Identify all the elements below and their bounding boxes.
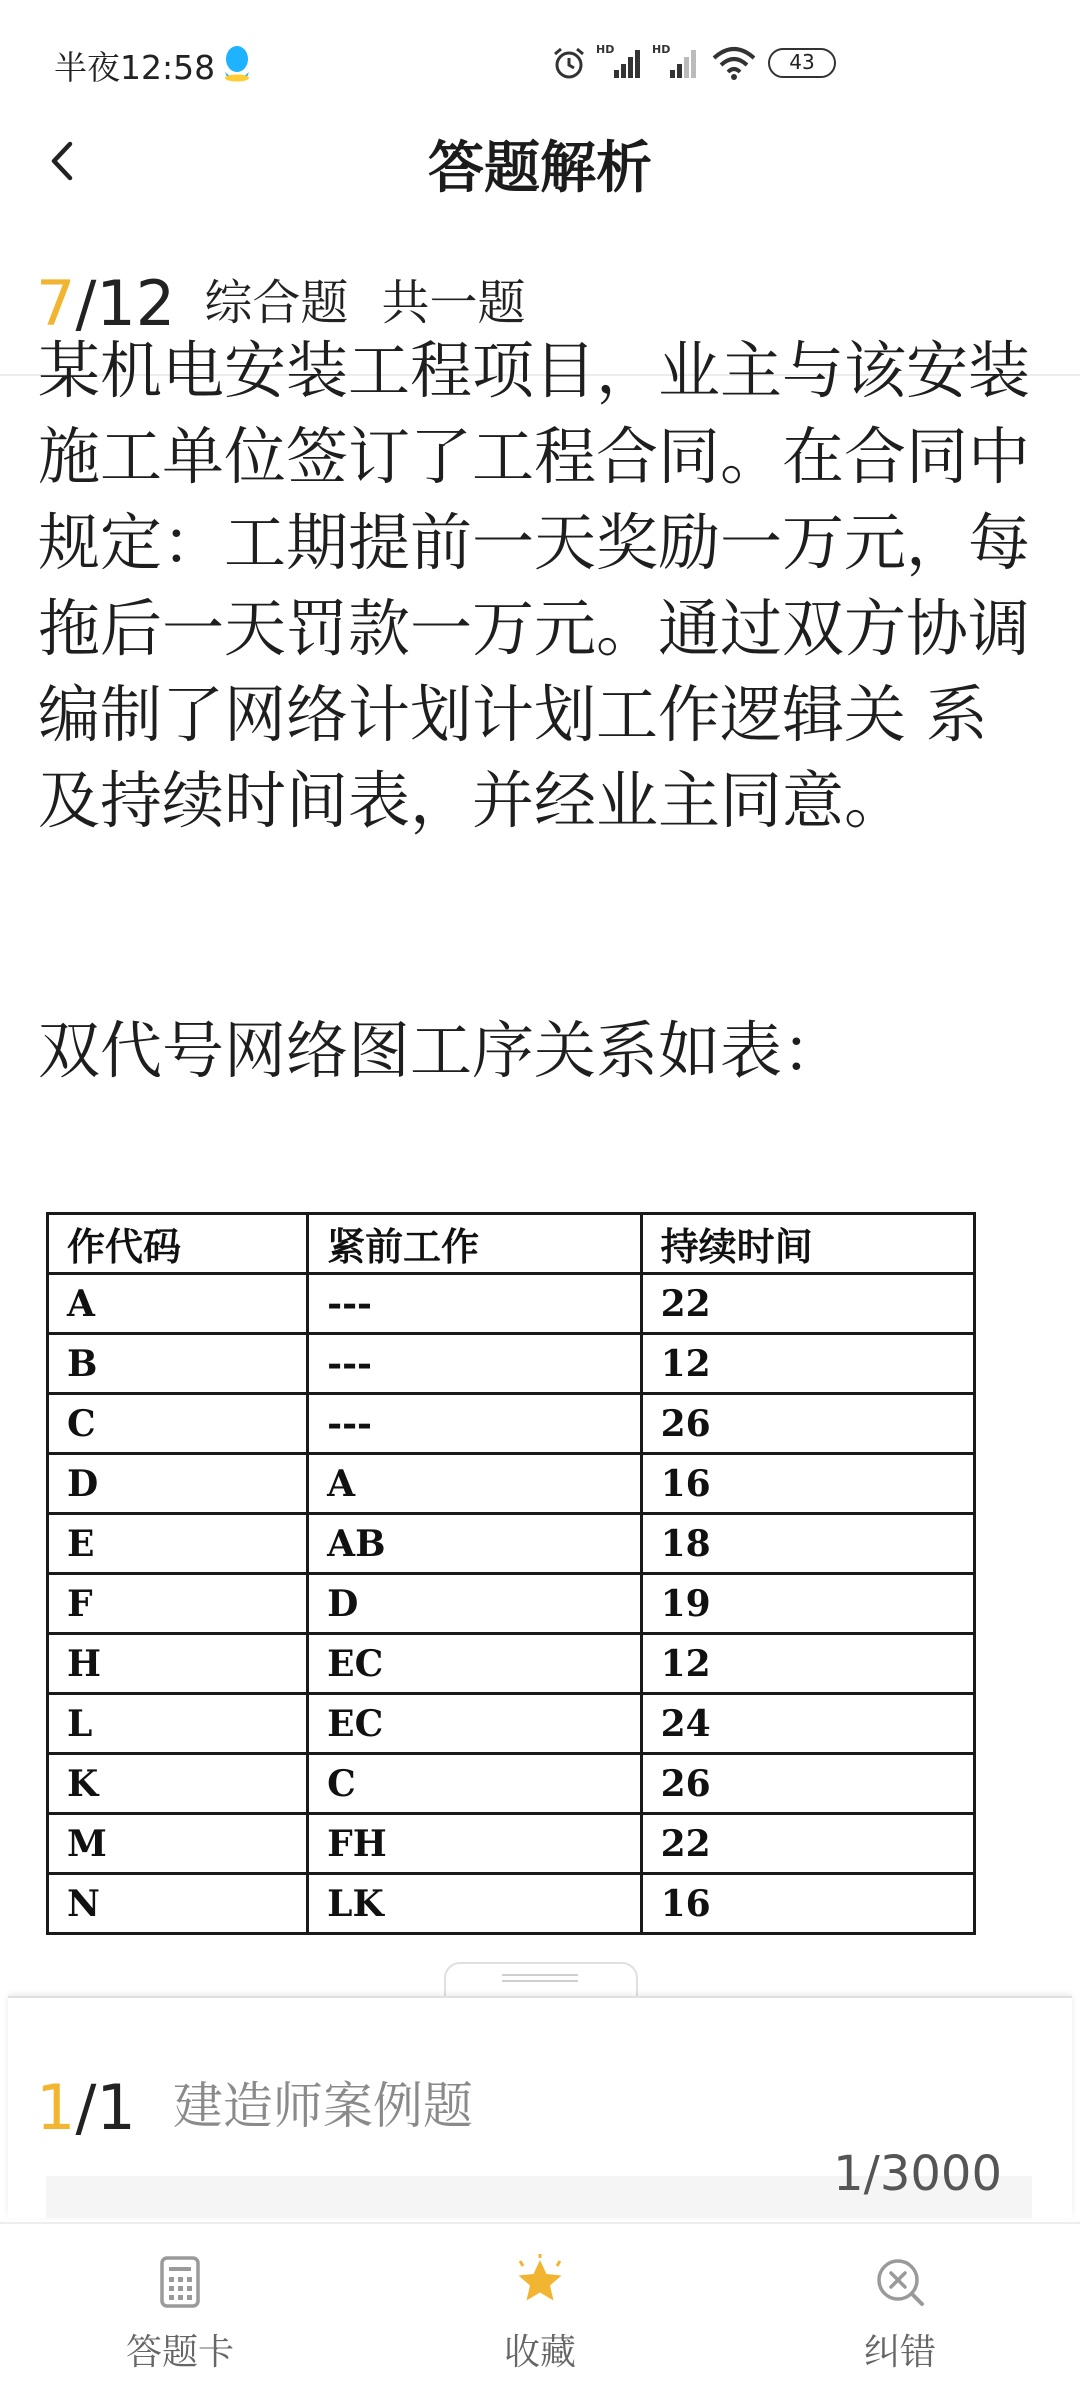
answer-textarea[interactable]	[46, 2146, 1032, 2218]
table-cell: 24	[641, 1694, 974, 1754]
table-row	[48, 1634, 975, 1694]
nav-report-error[interactable]	[800, 2252, 1000, 2375]
question-content[interactable]	[0, 334, 1080, 1956]
table-cell: 12	[641, 1634, 974, 1694]
page-title: 答题解析	[428, 136, 652, 201]
table-row	[48, 1334, 975, 1394]
table-cell: B	[48, 1334, 308, 1394]
table-cell: M	[48, 1814, 308, 1874]
work-logic-table	[46, 1212, 976, 1935]
table-cell: 22	[641, 1274, 974, 1334]
table-cell: 12	[641, 1334, 974, 1394]
table-cell: LK	[308, 1874, 641, 1934]
table-cell: D	[48, 1454, 308, 1514]
table-cell: ---	[308, 1334, 641, 1394]
table-row	[48, 1514, 975, 1574]
question-type: 综合题	[204, 275, 349, 331]
status-time: 半夜12:58	[54, 48, 216, 87]
table-header-cell: 作代码	[48, 1214, 308, 1274]
battery-indicator: 43	[768, 48, 836, 78]
question-text: 某机电安装工程项目，业主与该安装施工单位签订了工程合同。在合同中规定：工期提前一天奖励一万元，每拖后一天罚款一万元。通过双方协调编制了网络计划计划工作逻辑关 系及持续时间表，并经业主同意。	[38, 334, 1031, 837]
table-cell: L	[48, 1694, 308, 1754]
table-row	[48, 1454, 975, 1514]
table-cell: 18	[641, 1514, 974, 1574]
table-cell: FH	[308, 1814, 641, 1874]
bottom-nav	[0, 2222, 1080, 2402]
table-cell: N	[48, 1874, 308, 1934]
sub-question-total: /1	[75, 2071, 136, 2144]
table-cell: 19	[641, 1574, 974, 1634]
table-cell: 26	[641, 1754, 974, 1814]
table-row	[48, 1274, 975, 1334]
table-header-cell: 持续时间	[641, 1214, 974, 1274]
question-total: /12	[75, 267, 176, 340]
table-cell: K	[48, 1754, 308, 1814]
table-cell: C	[48, 1394, 308, 1454]
answer-card-icon	[150, 2252, 210, 2312]
question-current-number: 7	[36, 267, 76, 340]
table-row	[48, 1814, 975, 1874]
table-cell: 22	[641, 1814, 974, 1874]
table-cell: EC	[308, 1634, 641, 1694]
qq-icon	[220, 44, 254, 82]
grip-line	[502, 1974, 578, 1976]
table-cell: A	[308, 1454, 641, 1514]
table-cell: ---	[308, 1394, 641, 1454]
sub-question-progress	[36, 2066, 473, 2144]
error-report-icon	[870, 2252, 930, 2312]
signal-hd-icon	[596, 42, 642, 80]
table-cell: 26	[641, 1394, 974, 1454]
table-row	[48, 1754, 975, 1814]
nav-favorite-label: 收藏	[503, 2332, 576, 2373]
table-row	[48, 1874, 975, 1934]
table-cell: 16	[641, 1874, 974, 1934]
table-cell: AB	[308, 1514, 641, 1574]
table-cell: F	[48, 1574, 308, 1634]
sub-question-label: 建造师案例题	[172, 2077, 473, 2135]
table-row	[48, 1694, 975, 1754]
table-cell: C	[308, 1754, 641, 1814]
table-cell: D	[308, 1574, 641, 1634]
nav-answer-card-label: 答题卡	[125, 2332, 234, 2373]
char-counter: 1/3000	[833, 2146, 1002, 2202]
nav-answer-card[interactable]	[80, 2252, 280, 2375]
grip-line	[502, 1980, 578, 1982]
alarm-icon	[552, 46, 586, 80]
table-cell: A	[48, 1274, 308, 1334]
table-cell: EC	[308, 1694, 641, 1754]
status-bar	[0, 0, 1080, 120]
table-cell: 16	[641, 1454, 974, 1514]
table-cell: ---	[308, 1274, 641, 1334]
sub-question-current: 1	[36, 2071, 76, 2144]
svg-text:HD: HD	[596, 43, 615, 56]
table-cell: H	[48, 1634, 308, 1694]
table-header-cell: 紧前工作	[308, 1214, 641, 1274]
signal-hd-icon	[652, 42, 698, 80]
nav-report-label: 纠错	[863, 2332, 936, 2373]
table-cell: E	[48, 1514, 308, 1574]
star-icon	[510, 2252, 570, 2312]
wifi-icon	[712, 46, 756, 80]
drawer-handle[interactable]	[444, 1962, 638, 2000]
table-header-row	[48, 1214, 975, 1274]
nav-favorite[interactable]	[440, 2252, 640, 2375]
table-caption: 双代号网络图工序关系如表：	[38, 1014, 845, 1087]
table-row	[48, 1394, 975, 1454]
table-row	[48, 1574, 975, 1634]
question-count: 共一题	[381, 275, 526, 331]
svg-text:HD: HD	[652, 43, 671, 56]
